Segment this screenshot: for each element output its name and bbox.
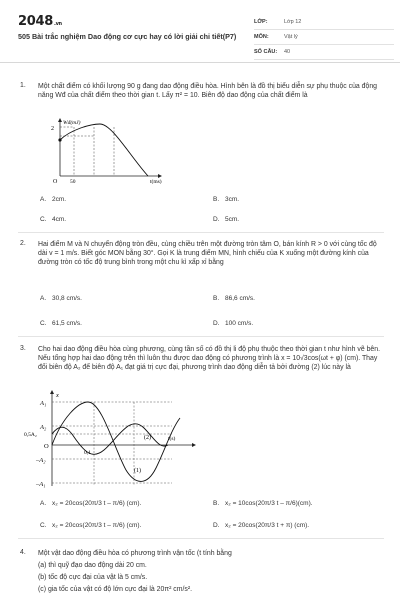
graph1-origin: O — [53, 179, 58, 184]
option-letter: D. — [213, 320, 220, 327]
meta-key: LỚP: — [254, 19, 268, 25]
meta-count-row — [254, 45, 394, 60]
graph1-x-label: t(ms) — [150, 179, 162, 184]
option-letter: A. — [40, 500, 47, 507]
option-text: x₂ = 10cos(20π/3 t – π/6)(cm). — [225, 500, 313, 507]
graph3-y-label: x — [56, 392, 59, 399]
option-letter: D. — [213, 522, 220, 529]
question-1-text: Một chất điểm có khối lượng 90 g đang dao động điều hòa. Hình bên là đồ thị biểu diễn sự phụ thuộc của động năng Wđ của chất điểm theo thời gian t. Lấy π² = 10. Biên độ dao động của chất điểm là — [38, 83, 377, 100]
q3-option-d[interactable] — [213, 522, 309, 529]
option-text: x₂ = 20cos(20π/3 t – π/6) (cm). — [52, 500, 142, 507]
q4-line-c: (c) gia tốc của vật có độ lớn cực đại là 20π² cm/s². — [38, 586, 193, 593]
option-letter: B. — [213, 500, 220, 507]
meta-key: MÔN: — [254, 34, 269, 40]
option-letter: C. — [40, 216, 47, 223]
meta-subject-row — [254, 30, 394, 45]
option-text: 86,6 cm/s. — [225, 295, 255, 302]
question-1-graph — [40, 116, 190, 184]
divider — [18, 232, 384, 233]
q3-option-a[interactable] — [40, 500, 141, 507]
q3-option-c[interactable] — [40, 522, 141, 529]
q2-option-b[interactable] — [213, 295, 255, 302]
option-text: 3cm. — [225, 196, 240, 203]
meta-value: Lớp 12 — [284, 19, 302, 25]
option-letter: C. — [40, 320, 47, 327]
q2-option-c[interactable] — [40, 320, 82, 327]
question-4-text: Một vật dao động điều hòa có phương trình vận tốc (t tính bằng — [38, 550, 232, 557]
option-letter: D. — [213, 216, 220, 223]
q1-option-b[interactable] — [213, 196, 239, 203]
option-letter: A. — [40, 196, 47, 203]
graph3-curve1: (1) — [134, 468, 141, 474]
option-text: x₂ = 20cos(20π/3 t + π) (cm). — [225, 522, 310, 529]
q4-line-b: (b) tốc độ cực đại của vật là 5 cm/s. — [38, 574, 148, 581]
option-letter: A. — [40, 295, 47, 302]
q3-option-b[interactable] — [213, 500, 313, 507]
divider — [18, 336, 384, 337]
test-meta — [254, 15, 394, 60]
q1-option-d[interactable] — [213, 216, 239, 223]
question-number: 3. — [20, 345, 26, 352]
meta-value: Vật lý — [284, 34, 298, 40]
graph3-t01: 0,1 — [84, 450, 91, 456]
page-title: 505 Bài trắc nghiệm Dao động cơ cực hay có lời giải chi tiết(P7) — [18, 32, 237, 41]
graph3-curve2: (2) — [144, 435, 151, 441]
q2-option-d[interactable] — [213, 320, 253, 327]
graph1-y-label: Wđ(mJ) — [63, 120, 81, 126]
graph3-neg-a1: –A₁ — [36, 481, 46, 488]
graph1-x-tick: 50 — [70, 179, 76, 184]
meta-key: SỐ CÂU: — [254, 49, 278, 55]
graph3-origin: O — [44, 443, 49, 450]
graph3-a2: A₂ — [40, 424, 47, 431]
option-letter: C. — [40, 522, 47, 529]
question-3-text: Cho hai dao động điều hòa cùng phương, cùng tần số có đồ thị li độ phụ thuộc theo thời gian t như hình vẽ bên. Nếu tổng hợp hai dao động trên thì luôn thu được dao động có phương trình là x = 10√3cos(ωt + φ) (cm). Thay đổi biên độ A₂ để biên độ A₁ đạt giá trị cực đại, phương trình dao động diễn tả bởi đường (2) lúc này là — [38, 346, 380, 372]
logo-suffix: .vn — [53, 21, 62, 27]
option-letter: B. — [213, 196, 220, 203]
site-logo[interactable] — [18, 14, 62, 29]
question-3-graph — [22, 388, 202, 490]
logo-text: 2048 — [18, 14, 53, 29]
graph3-a1: A₁ — [40, 400, 47, 407]
q1-option-c[interactable] — [40, 216, 66, 223]
meta-value: 40 — [284, 49, 291, 55]
graph3-t-label: t(s) — [168, 436, 176, 442]
option-text: 5cm. — [225, 216, 240, 223]
option-text: x₂ = 20cos(20π/3 t – π/6) (cm). — [52, 522, 142, 529]
q2-option-a[interactable] — [40, 295, 82, 302]
question-number: 1. — [20, 82, 26, 89]
graph3-half-a2: 0,5A₂ — [24, 432, 37, 438]
divider — [18, 538, 384, 539]
question-2-text: Hai điểm M và N chuyển động tròn đều, cùng chiều trên một đường tròn tâm O, bán kính R > 0 với cùng tốc độ dài v = 1 m/s. Biết góc MON bằng 30°. Gọi K là trung điểm MN, hình chiếu của K xuống một đường kính của đường tròn có tốc độ trung bình trong một chu kì xấp xỉ bằng — [38, 241, 377, 267]
q1-option-a[interactable] — [40, 196, 66, 203]
option-letter: B. — [213, 295, 220, 302]
option-text: 4cm. — [52, 216, 67, 223]
option-text: 30,8 cm/s. — [52, 295, 82, 302]
option-text: 100 cm/s. — [225, 320, 254, 327]
page-header — [0, 0, 400, 63]
q4-line-a: (a) thì quỹ đạo dao động dài 20 cm. — [38, 562, 147, 569]
meta-class-row — [254, 15, 394, 30]
option-text: 61,5 cm/s. — [52, 320, 82, 327]
option-text: 2cm. — [52, 196, 67, 203]
question-number: 2. — [20, 240, 26, 247]
graph3-neg-a2: –A₂ — [36, 457, 46, 464]
graph1-y-tick: 2 — [51, 126, 54, 132]
question-number: 4. — [20, 549, 26, 556]
